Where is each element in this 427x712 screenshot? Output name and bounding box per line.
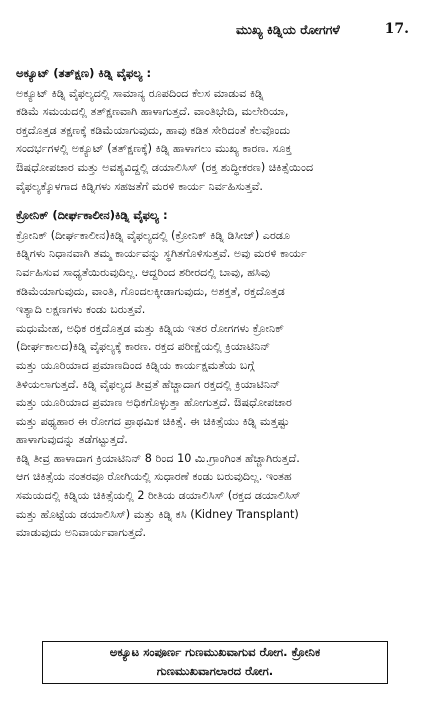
text-line: ಕ್ರೋನಿಕ್ (ದೀರ್ಘಕಾಲೀನ)ಕಿಡ್ನಿ ವೈಫಲ್ಯದಲ್ಲಿ (ಕ್ರೋನಿಕ್ ಕಿಡ್ನಿ ಡಿಸೀಜ್) ಎರಡೂ (16, 228, 291, 242)
text-line: ನಿರ್ವಹಿಸುವ ಸಾಧ್ಯತೆಯಿರುವುದಿಲ್ಲ. ಆದ್ದರಿಂದ ಶರೀರದಲ್ಲಿ ಬಾವು, ಹಸಿವು (16, 265, 271, 279)
text-line: ತಿಳಿಯಲಾಗುತ್ತದೆ. ಕಿಡ್ನಿ ವೈಫಲ್ಯದ ತೀವ್ರತೆ ಹೆಚ್ಚಾದಾಗ ರಕ್ತದಲ್ಲಿ ಕ್ರಿಯಾಟಿನಿನ್ (16, 377, 280, 391)
text-line: ಕಿಡ್ನಿ ತೀವ್ರ ಹಾಳಾದಾಗ ಕ್ರಿಯಾಟಿನಿನ್ 8 ರಿಂದ 10 ಮಿ.ಗ್ರಾಂಗಿಂತ ಹೆಚ್ಚಾಗಿರುತ್ತದೆ. (16, 451, 300, 465)
running-head: ಮುಖ್ಯ ಕಿಡ್ನಿಯ ರೋಗಗಳೆ (236, 22, 340, 37)
page-header (236, 22, 413, 40)
paragraph-chronic-causes (16, 320, 412, 450)
text-line: ಆಗ ಚಿಕಿತ್ಸೆಯ ನಂತರವೂ ರೋಗಿಯಲ್ಲಿ ಸುಧಾರಣೆ ಕಂಡು ಬರುವುದಿಲ್ಲ. ಇಂತಹ (16, 470, 292, 484)
section-heading-acute: ಅಕ್ಯೂಟ್ (ತತ್ಕ್ಷಣ) ಕಿಡ್ನಿ ವೈಫಲ್ಯ : (16, 66, 152, 80)
text-line: ಸಮಯದಲ್ಲಿ ಕಿಡ್ನಿಯ ಚಿಕಿತ್ಸೆಯಲ್ಲಿ 2 ರೀತಿಯ ಡಯಾಲಿಸಿಸ್ (ರಕ್ತದ ಡಯಾಲಿಸಿಸ್ (16, 489, 301, 503)
summary-box (42, 641, 388, 684)
page-content (16, 64, 412, 543)
text-line: ಅಕ್ಯೂಟ್ ಕಿಡ್ನಿ ವೈಫಲ್ಯದಲ್ಲಿ ಸಾಮಾನ್ಯ ರೂಪದಿಂದ ಕೆಲಸ ಮಾಡುವ ಕಿಡ್ನಿ (16, 86, 264, 100)
text-line: ಮಧುಮೇಹ, ಅಧಿಕ ರಕ್ತದೊತ್ತಡ ಮತ್ತು ಕಿಡ್ನಿಯ ಇತರ ರೋಗಗಳು ಕ್ರೋನಿಕ್ (16, 321, 284, 335)
text-line: ಕಡಿಮೆಯಾಗುವುದು, ವಾಂತಿ, ಗೊಂದಲಕ್ಕೀಡಾಗುವುದು, ಅಶಕ್ತತೆ, ರಕ್ತದೊತ್ತಡ (16, 284, 285, 298)
text-line: ಮತ್ತು ಯೂರಿಯಾದ ಪ್ರಮಾಣದಿಂದ ಕಿಡ್ನಿಯ ಕಾರ್ಯಕ್ಷಮತೆಯ ಬಗ್ಗೆ (16, 358, 255, 372)
text-line: ಔಷಧೋಪಚಾರ ಮತ್ತು ಅವಶ್ಯವಿದ್ದಲ್ಲಿ ಡಯಾಲಿಸಿಸ್ (ರಕ್ತ ಶುದ್ಧೀಕರಣ) ಚಿಕಿತ್ಸೆಯಿಂದ (16, 160, 314, 174)
text-line: ರಕ್ತದೊತ್ತಡ ತಕ್ಷಣಕ್ಕೆ ಕಡಿಮೆಯಾಗುವುದು, ಹಾವು ಕಡಿತ ಸೇರಿದಂತೆ ಕೆಲವೊಂದು (16, 123, 291, 137)
text-line: ಇತ್ಯಾದಿ ಲಕ್ಷಣಗಳು ಕಂಡು ಬರುತ್ತವೆ. (16, 303, 146, 317)
text-line: ಮತ್ತು ಪಥ್ಯಹಾರ ಈ ರೋಗದ ಪ್ರಾಥಮಿಕ ಚಿಕಿತ್ಸೆ. ಈ ಚಿಕಿತ್ಸೆಯು ಕಿಡ್ನಿ ಮತ್ತಷ್ಟು (16, 414, 290, 428)
text-line: ಹಾಳಾಗುವುದನ್ನು ತಡೆಗಟ್ಟುತ್ತದೆ. (16, 433, 128, 447)
summary-line: ಅಕ್ಯೂಟ ಸಂಪೂರ್ಣ ಗುಣಮುಖವಾಗುವ ರೋಗ. ಕ್ರೋನಿಕ (109, 645, 321, 659)
section-heading-chronic: ಕ್ರೋನಿಕ್ (ದೀರ್ಘಕಾಲೀನ)ಕಿಡ್ನಿ ವೈಫಲ್ಯ : (16, 208, 168, 223)
summary-line: ಗುಣಮುಖವಾಗಲಾರದ ರೋಗ. (156, 664, 274, 678)
text-line: ಕಡಿಮೆ ಸಮಯದಲ್ಲಿ ತತ್‌ಕ್ಷಣವಾಗಿ ಹಾಳಾಗುತ್ತದೆ. ವಾಂತಿಭೇದಿ, ಮಲೇರಿಯಾ, (16, 105, 289, 119)
text-line: ಮತ್ತು ಹೊಟ್ಟೆಯ ಡಯಾಲಿಸಿಸ್) ಮತ್ತು ಕಿಡ್ನಿ ಕಸಿ (Kidney Transplant) (16, 507, 299, 521)
text-line: ಕಿಡ್ನಿಗಳು ನಿಧಾನವಾಗಿ ತಮ್ಮ ಕಾರ್ಯವನ್ನು ಸ್ಥಗಿತಗೊಳಿಸುತ್ತವೆ. ಅವು ಮರಳಿ ಕಾರ್ಯ (16, 247, 307, 261)
text-line: (ದೀರ್ಘಕಾಲದ)ಕಿಡ್ನಿ ವೈಫಲ್ಯಕ್ಕೆ ಕಾರಣ. ರಕ್ತದ ಪರೀಕ್ಷೆಯಲ್ಲಿ ಕ್ರಿಯಾಟಿನಿನ್ (16, 340, 271, 354)
text-line: ಮತ್ತು ಯೂರಿಯಾದ ಪ್ರಮಾಣ ಅಧಿಕಗೊಳ್ಳುತ್ತಾ ಹೋಗುತ್ತದೆ. ಔಷಧೋಪಚಾರ (16, 396, 292, 410)
text-line: ಮಾಡುವುದು ಅನಿವಾರ್ಯವಾಗುತ್ತದೆ. (16, 526, 147, 540)
paragraph-acute (16, 85, 412, 197)
page-number: 17. (384, 21, 409, 37)
paragraph-chronic-intro (16, 227, 412, 320)
text-line: ವೈಫಲ್ಯಕ್ಕೊಳಗಾದ ಕಿಡ್ನಿಗಳು ಸಹಜತೆಗೆ ಮರಳಿ ಕಾರ್ಯ ನಿರ್ವಹಿಸುತ್ತವೆ. (16, 179, 263, 193)
paragraph-chronic-treatment (16, 450, 412, 543)
text-line: ಸಂದರ್ಭಗಳಲ್ಲಿ ಅಕ್ಯೂಟ್ (ತತ್ಕ್ಷಣಕ್ಕೆ) ಕಿಡ್ನಿ ಹಾಳಾಗಲು ಮುಖ್ಯ ಕಾರಣ. ಸೂಕ್ತ (16, 142, 292, 156)
